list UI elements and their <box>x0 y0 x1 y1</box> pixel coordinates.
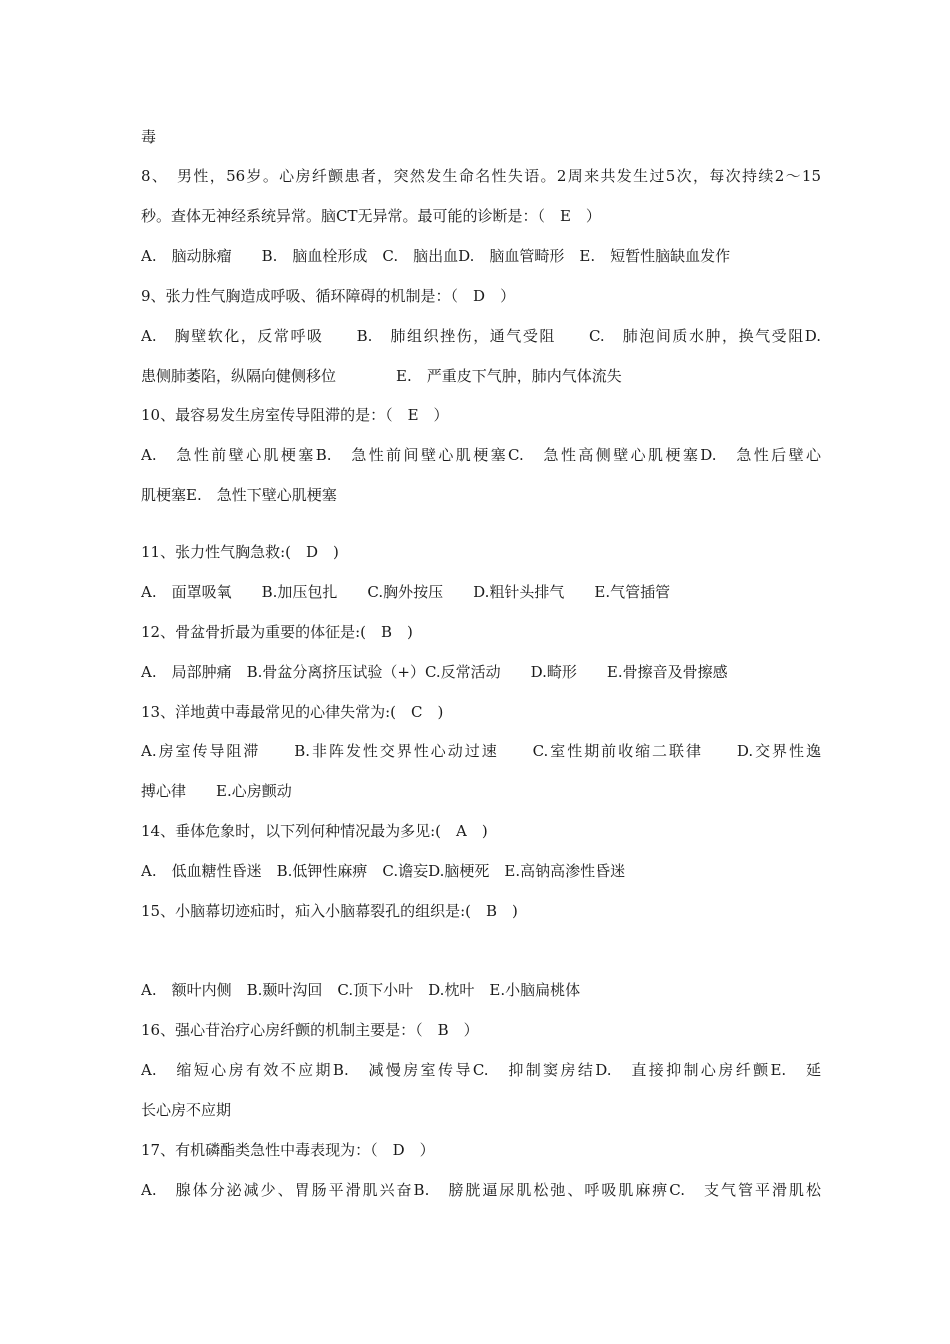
question-14: 14、垂体危象时，以下列何种情况最为多见:( A ) <box>141 822 488 840</box>
question-12: 12、骨盆骨折最为重要的体征是:( B ) <box>141 623 413 641</box>
options-17: A. 腺体分泌减少、胃肠平滑肌兴奋B. 膀胱逼尿肌松弛、呼吸肌麻痹C. 支气管平滑肌松 <box>141 1181 821 1199</box>
options-10: A. 急性前壁心肌梗塞B. 急性前间壁心肌梗塞C. 急性高侧壁心肌梗塞D. 急性后壁心 <box>141 446 821 464</box>
text-line: 搏心律 E.心房颤动 <box>141 782 292 800</box>
text-line: 秒。查体无神经系统异常。脑CT无异常。最可能的诊断是：（ E ） <box>141 207 601 225</box>
question-11: 11、张力性气胸急救:( D ) <box>141 543 339 561</box>
options-16: A. 缩短心房有效不应期B. 减慢房室传导C. 抑制窦房结D. 直接抑制心房纤颤E. 延 <box>141 1061 821 1079</box>
question-17: 17、有机磷酯类急性中毒表现为：（ D ） <box>141 1141 435 1159</box>
options-8: A. 脑动脉瘤 B. 脑血栓形成 C. 脑出血D. 脑血管畸形 E. 短暂性脑缺血发作 <box>141 247 731 265</box>
options-14: A. 低血糖性昏迷 B.低钾性麻痹 C.谵妄D.脑梗死 E.高钠高渗性昏迷 <box>141 862 626 880</box>
text-line: 肌梗塞E. 急性下壁心肌梗塞 <box>141 486 337 504</box>
options-15: A. 额叶内侧 B.颞叶沟回 C.顶下小叶 D.枕叶 E.小脑扁桃体 <box>141 981 581 999</box>
options-12: A. 局部肿痛 B.骨盆分离挤压试验（+）C.反常活动 D.畸形 E.骨擦音及骨擦感 <box>141 663 728 681</box>
question-16: 16、强心苷治疗心房纤颤的机制主要是：（ B ） <box>141 1021 479 1039</box>
text-line: 毒 <box>141 128 157 146</box>
text-line: 长心房不应期 <box>141 1101 232 1119</box>
options-9: A. 胸壁软化，反常呼吸 B. 肺组织挫伤，通气受阻 C. 肺泡间质水肿，换气受阻D. <box>141 327 821 345</box>
question-8: 8、 男性，56岁。心房纤颤患者，突然发生命名性失语。2周来共发生过5次，每次持续2～15 <box>141 167 821 185</box>
question-15: 15、小脑幕切迹疝时，疝入小脑幕裂孔的组织是:( B ) <box>141 902 518 920</box>
options-11: A. 面罩吸氧 B.加压包扎 C.胸外按压 D.粗针头排气 E.气管插管 <box>141 583 671 601</box>
question-13: 13、洋地黄中毒最常见的心律失常为:( C ) <box>141 703 444 721</box>
question-10: 10、最容易发生房室传导阻滞的是：（ E ） <box>141 406 449 424</box>
question-9: 9、张力性气胸造成呼吸、循环障碍的机制是：（ D ） <box>141 287 516 305</box>
text-line: 患侧肺萎陷，纵隔向健侧移位 E. 严重皮下气肿，肺内气体流失 <box>141 367 622 385</box>
options-13: A.房室传导阻滞 B.非阵发性交界性心动过速 C.室性期前收缩二联律 D.交界性逸 <box>141 742 821 760</box>
